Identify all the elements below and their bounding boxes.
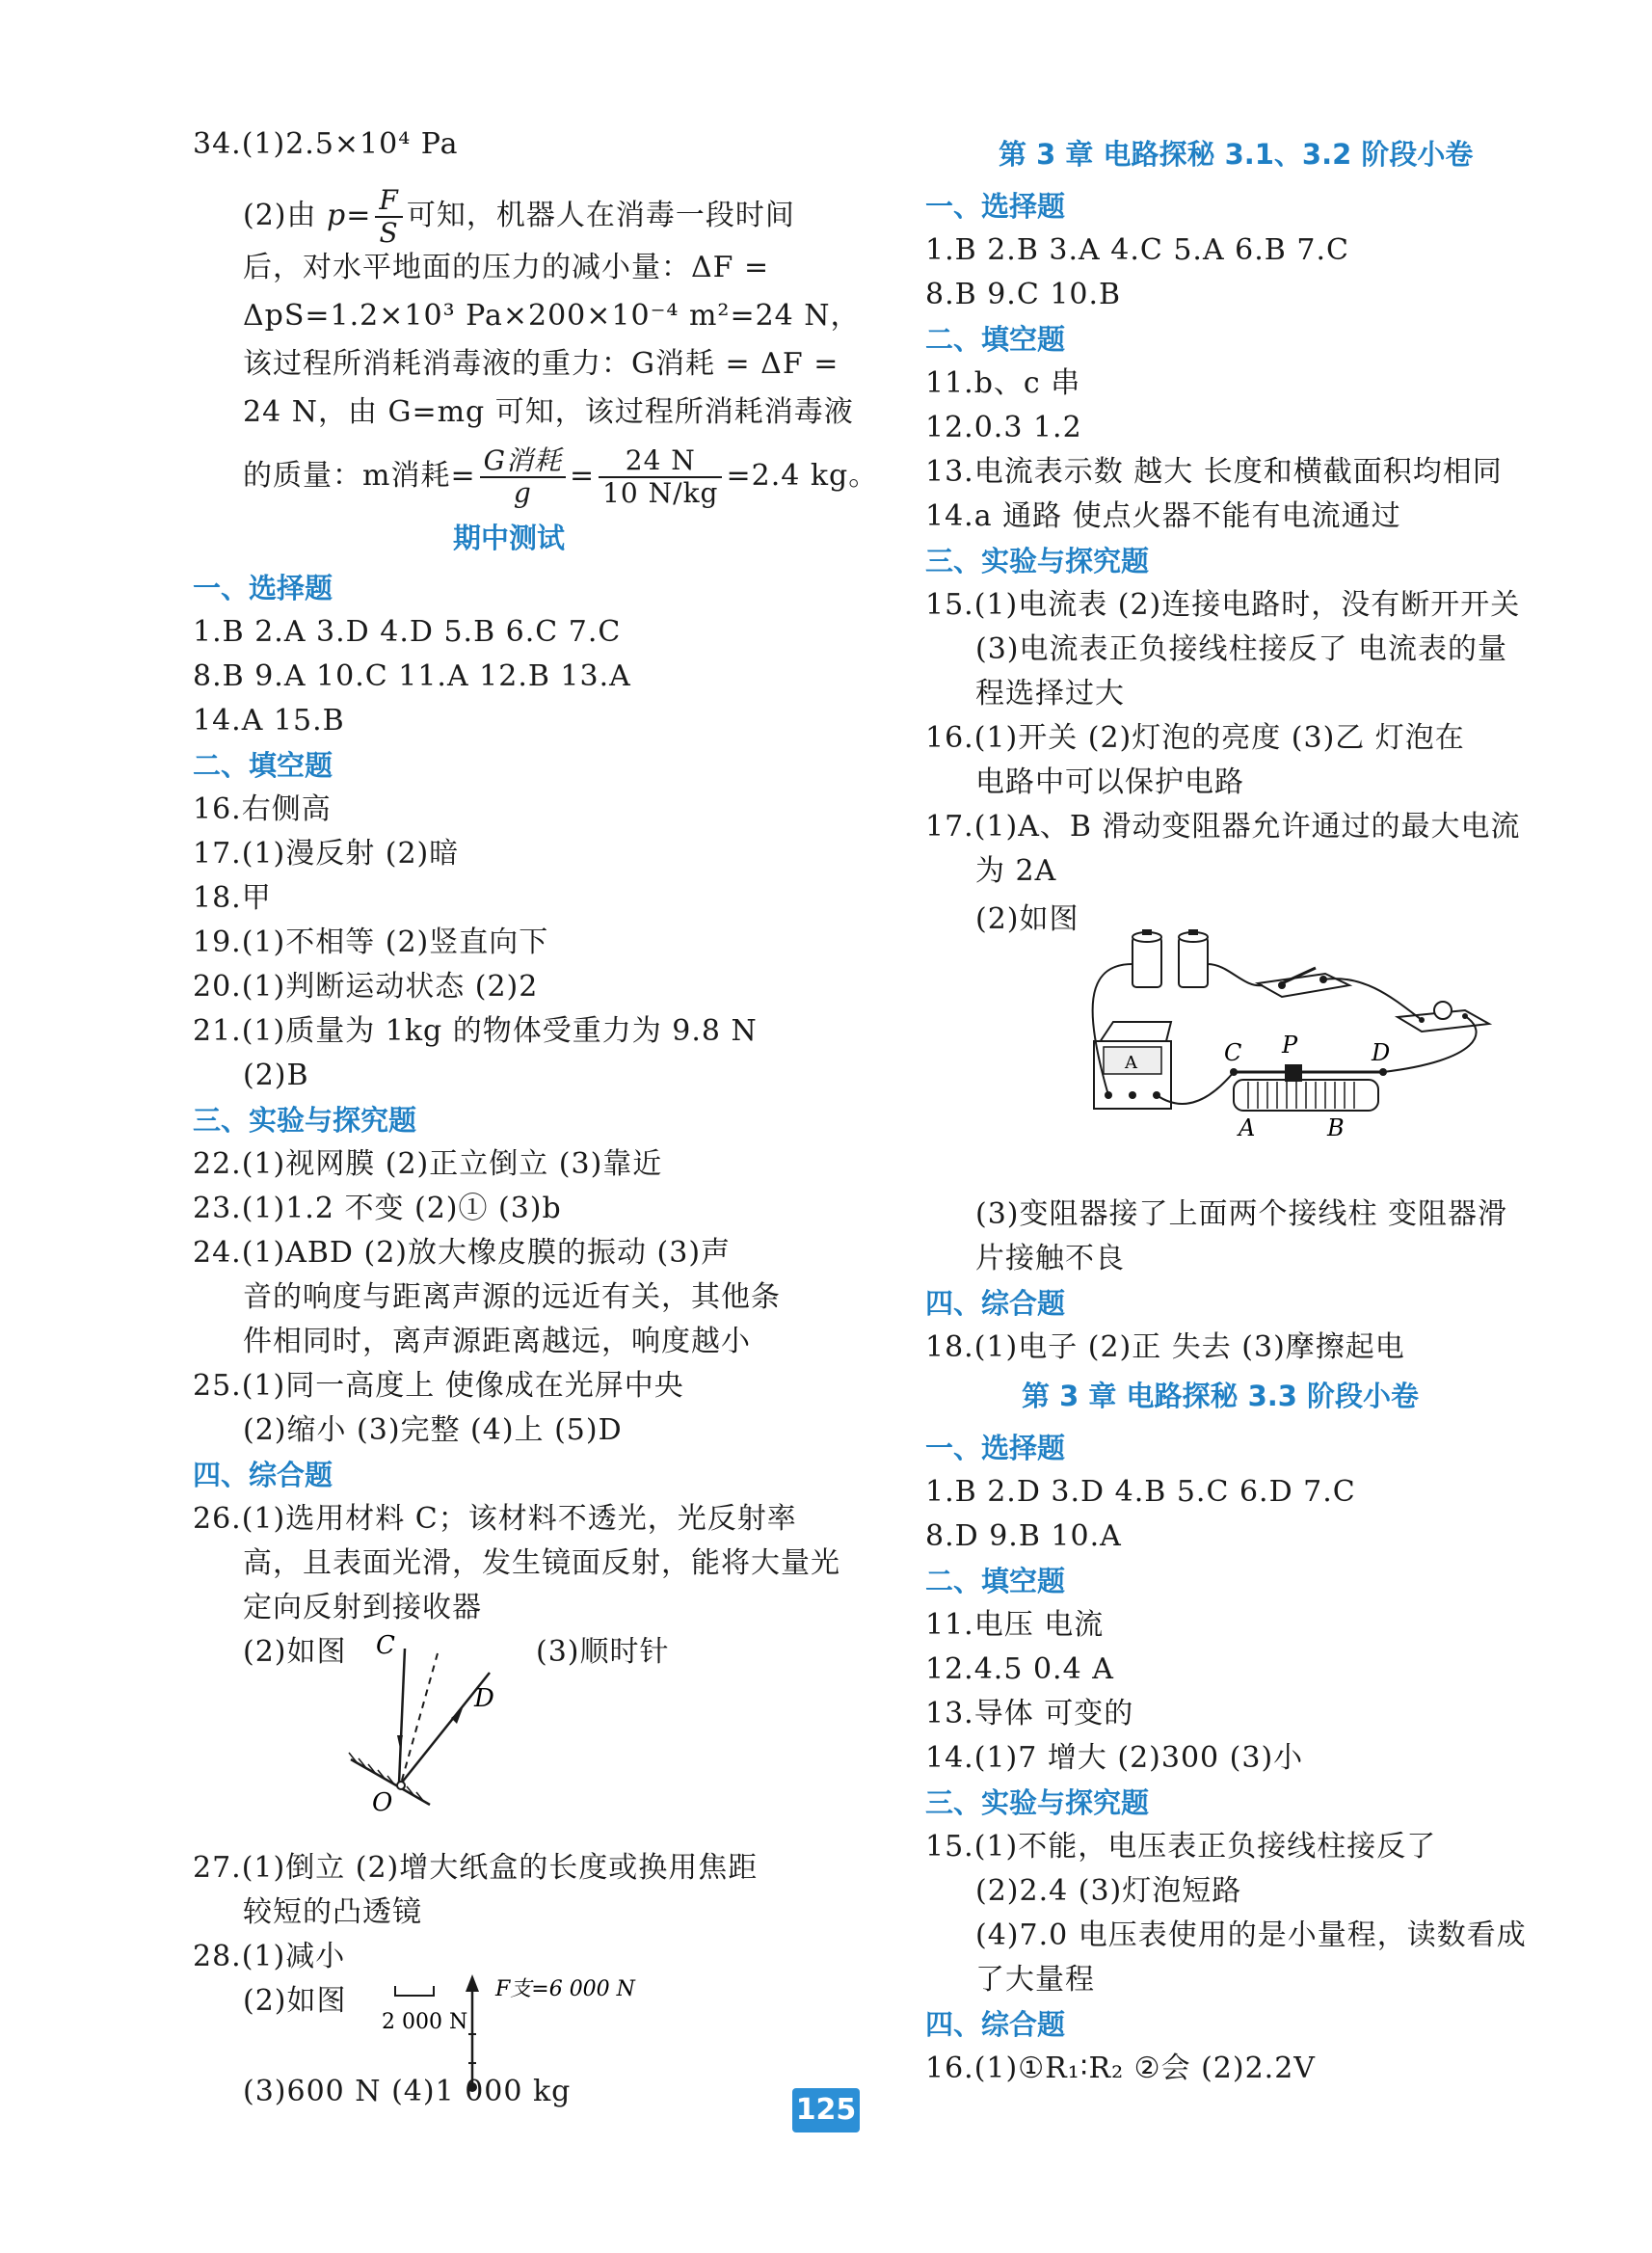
r-mc2: 8.B 9.C 10.B (925, 278, 1122, 311)
r-fill-12b: 12.4.5 0.4 A (925, 1652, 1114, 1686)
r-mc3: 1.B 2.D 3.D 4.B 5.C 6.D 7.C (925, 1475, 1356, 1509)
exp-22: 22.(1)视网膜 (2)正立倒立 (3)靠近 (193, 1147, 663, 1181)
fill-20: 20.(1)判断运动状态 (2)2 (193, 970, 539, 1004)
r-fill-11b: 11.电压 电流 (925, 1608, 1105, 1642)
r-section-fill-2: 二、填空题 (925, 1565, 1066, 1597)
fill-21a: 21.(1)质量为 1kg 的物体受重力为 9.8 N (193, 1014, 758, 1048)
ammeter-label: A (1125, 1053, 1137, 1073)
label-b: B (1327, 1114, 1345, 1141)
frac-num: F (375, 185, 402, 218)
r-exp-17a: 17.(1)A、B 滑动变阻器允许通过的最大电流 (925, 810, 1521, 844)
fill-17: 17.(1)漫反射 (2)暗 (193, 837, 460, 871)
r-exp-16b: 电路中可以保护电路 (975, 765, 1244, 799)
rheostat-icon (1230, 1064, 1387, 1111)
fill-19: 19.(1)不相等 (2)竖直向下 (193, 925, 549, 959)
comp-28b: (2)如图 (243, 1984, 347, 2018)
q34-l2-formula: p= (327, 199, 372, 232)
midterm-title: 期中测试 (453, 522, 566, 554)
comp-26c: 定向反射到接收器 (243, 1591, 482, 1624)
r-fill-11: 11.b、c 串 (925, 366, 1081, 400)
r-section-choice-2: 一、选择题 (925, 1432, 1066, 1464)
r-exp-15c: 程选择过大 (975, 677, 1125, 711)
frac-num: G消耗 (480, 445, 566, 478)
frac-den: g (513, 477, 532, 509)
dashed-ray (401, 1653, 438, 1784)
point-o (397, 1782, 405, 1789)
frac-num: 24 N (599, 445, 722, 478)
fill-16: 16.右侧高 (193, 792, 332, 826)
incident-arrow (397, 1735, 403, 1749)
comp-28a: 28.(1)减小 (193, 1940, 346, 1973)
page-number: 125 (792, 2088, 860, 2132)
r-exp-15f: (4)7.0 电压表使用的是小量程，读数看成 (975, 1918, 1527, 1952)
label-d: D (474, 1684, 494, 1713)
r-fill-14: 14.a 通路 使点火器不能有电流通过 (925, 499, 1401, 533)
equals: = (569, 459, 596, 493)
exp-25b: (2)缩小 (3)完整 (4)上 (5)D (243, 1413, 623, 1447)
reflected-arrow (451, 1708, 463, 1724)
q34-line5: 该过程所消耗消毒液的重力：G消耗 = ΔF = (243, 347, 839, 381)
r-section-comprehensive-2: 四、综合题 (925, 2008, 1066, 2041)
mc-line3: 14.A 15.B (193, 704, 345, 738)
q34-fraction-fs (375, 185, 402, 249)
incident-ray (399, 1649, 405, 1784)
frac-den: S (379, 217, 399, 249)
label-d: D (1372, 1039, 1391, 1066)
frac-den: 10 N/kg (602, 477, 719, 509)
switch-icon (1258, 968, 1349, 997)
q34-line1: 34.(1)2.5×10⁴ Pa (193, 127, 459, 161)
reflection-diagram (337, 1629, 569, 1812)
q34-fraction-24n (599, 445, 722, 509)
comp-26a: 26.(1)选用材料 C；该材料不透光，光反射率 (193, 1502, 797, 1536)
exp-23: 23.(1)1.2 不变 (2)① (3)b (193, 1192, 562, 1225)
label-a: A (1239, 1114, 1256, 1141)
comp-28c: (3)600 N (4)1 000 kg (243, 2075, 572, 2108)
comp-27b: 较短的凸透镜 (243, 1895, 422, 1929)
fill-18: 18.甲 (193, 881, 272, 915)
exp-25a: 25.(1)同一高度上 使像成在光屏中央 (193, 1369, 684, 1403)
chapter-title-1: 第 3 章 电路探秘 3.1、3.2 阶段小卷 (999, 138, 1474, 171)
scale-bar (395, 1986, 434, 1996)
comp-26b: 高，且表面光滑，发生镜面反射，能将大量光 (243, 1546, 840, 1580)
ammeter-icon (1094, 1022, 1171, 1109)
r-exp-15d: 15.(1)不能，电压表正负接线柱接反了 (925, 1830, 1437, 1864)
r-fill-14b: 14.(1)7 增大 (2)300 (3)小 (925, 1741, 1304, 1775)
r-fill-12: 12.0.3 1.2 (925, 411, 1082, 444)
r-comp-18: 18.(1)电子 (2)正 失去 (3)摩擦起电 (925, 1330, 1405, 1364)
r-exp-17b: 为 2A (975, 854, 1057, 888)
r-exp-15e: (2)2.4 (3)灯泡短路 (975, 1874, 1242, 1908)
r-section-comprehensive: 四、综合题 (925, 1287, 1066, 1320)
mc-line1: 1.B 2.A 3.D 4.D 5.B 6.C 7.C (193, 615, 622, 649)
label-p: P (1282, 1032, 1298, 1059)
battery-icon (1132, 929, 1208, 987)
q34-l2-text2: 可知，机器人在消毒一段时间 (406, 199, 795, 232)
q34-l7-text: 的质量：m消耗= (243, 459, 476, 493)
exp-24b: 音的响度与距离声源的远近有关，其他条 (243, 1280, 781, 1314)
r-mc4: 8.D 9.B 10.A (925, 1519, 1122, 1553)
label-c: C (376, 1631, 395, 1660)
section-fill: 二、填空题 (193, 749, 333, 782)
r-mc1: 1.B 2.B 3.A 4.C 5.A 6.B 7.C (925, 233, 1349, 267)
r-section-experiment-2: 三、实验与探究题 (925, 1786, 1150, 1819)
r-section-choice: 一、选择题 (925, 190, 1066, 223)
q34-line2 (243, 185, 795, 249)
exp-24c: 件相同时，离声源距离越远，响度越小 (243, 1325, 751, 1358)
circuit-diagram (1075, 906, 1508, 1147)
chapter-title-2: 第 3 章 电路探秘 3.3 阶段小卷 (1022, 1380, 1420, 1412)
comp-27a: 27.(1)倒立 (2)增大纸盒的长度或换用焦距 (193, 1851, 759, 1885)
force-label: F支=6 000 N (495, 1977, 635, 2001)
comp-26d: (2)如图 (243, 1635, 347, 1669)
section-choice: 一、选择题 (193, 572, 333, 604)
q34-line4: ΔpS=1.2×10³ Pa×200×10⁻⁴ m²=24 N， (243, 299, 861, 333)
fill-21b: (2)B (243, 1059, 309, 1092)
r-exp-15b: (3)电流表正负接线柱接反了 电流表的量 (975, 632, 1508, 666)
r-exp-17d: (3)变阻器接了上面两个接线柱 变阻器滑 (975, 1197, 1508, 1231)
mc-line2: 8.B 9.A 10.C 11.A 12.B 13.A (193, 659, 631, 693)
comp-26e: (3)顺时针 (536, 1635, 670, 1669)
q34-l7-result: =2.4 kg。 (726, 459, 879, 493)
r-exp-15g: 了大量程 (975, 1963, 1095, 1997)
r-exp-15a: 15.(1)电流表 (2)连接电路时，没有断开开关 (925, 588, 1521, 622)
force-arrowhead (466, 1974, 479, 1992)
r-comp-16: 16.(1)①R₁∶R₂ ②会 (2)2.2V (925, 2052, 1316, 2085)
exp-24a: 24.(1)ABD (2)放大橡皮膜的振动 (3)声 (193, 1236, 732, 1270)
q34-line7 (243, 445, 878, 509)
label-o: O (372, 1788, 393, 1812)
section-experiment: 三、实验与探究题 (193, 1104, 417, 1137)
scale-label: 2 000 N (382, 2010, 468, 2034)
r-section-fill: 二、填空题 (925, 323, 1066, 356)
q34-fraction-gm (480, 445, 566, 509)
label-c: C (1224, 1039, 1242, 1066)
q34-line3: 后，对水平地面的压力的减小量：ΔF = (243, 251, 770, 284)
r-exp-17c: (2)如图 (975, 902, 1079, 936)
r-fill-13b: 13.导体 可变的 (925, 1697, 1134, 1730)
r-fill-13: 13.电流表示数 越大 长度和横截面积均相同 (925, 455, 1503, 489)
r-exp-16a: 16.(1)开关 (2)灯泡的亮度 (3)乙 灯泡在 (925, 721, 1465, 755)
r-exp-17e: 片接触不良 (975, 1242, 1125, 1275)
q34-line6: 24 N，由 G=mg 可知，该过程所消耗消毒液 (243, 395, 854, 429)
section-comprehensive: 四、综合题 (193, 1459, 333, 1491)
q34-l2-text: (2)由 (243, 199, 317, 232)
r-section-experiment: 三、实验与探究题 (925, 545, 1150, 577)
